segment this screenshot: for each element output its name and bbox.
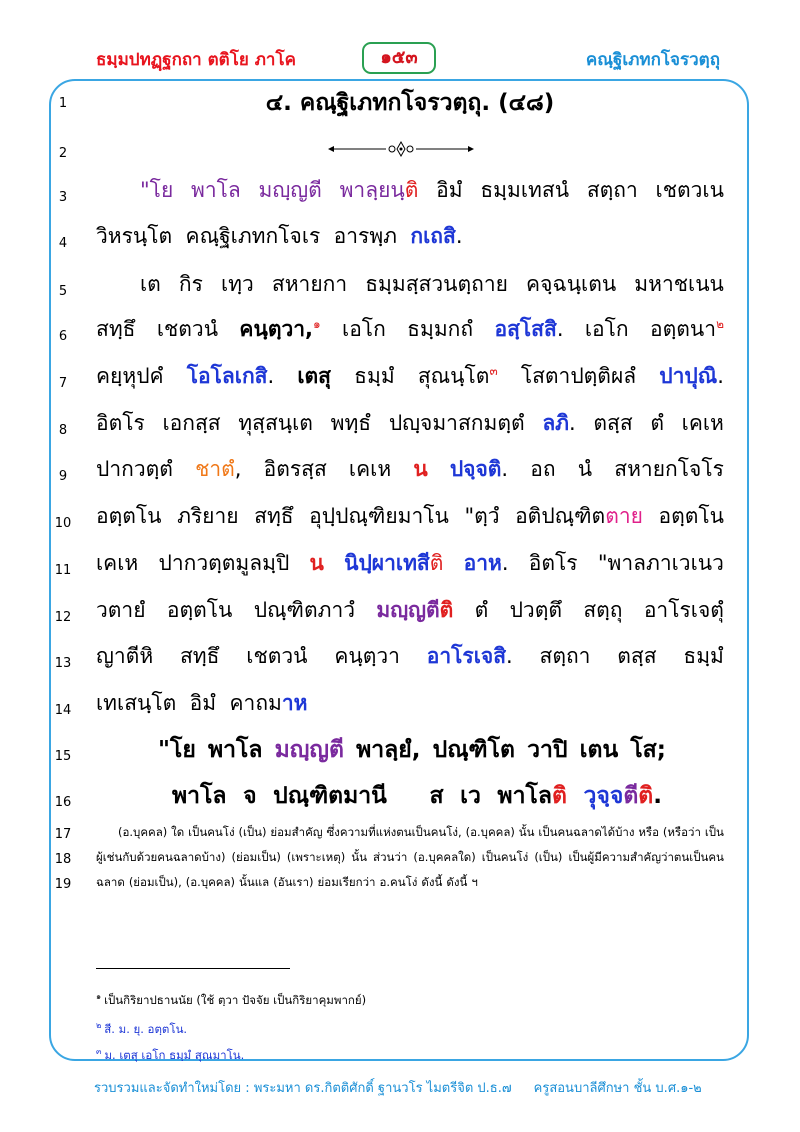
word: พาโล (191, 178, 241, 202)
text-line-4 (96, 224, 724, 249)
word: คจฺฉนฺเตน (526, 272, 617, 296)
word: พาโล (172, 783, 227, 809)
word: เอโก (584, 317, 629, 341)
word: พาลฺยํ, (356, 737, 421, 763)
line-number: 11 (54, 563, 72, 578)
verse-line-1 (158, 737, 666, 765)
word: ปณฺฑิตมานี (273, 783, 387, 809)
word: อิตโร (528, 551, 578, 575)
word: สทฺธึ (254, 504, 294, 528)
text-line-12 (96, 598, 724, 623)
word: เทฺว (220, 272, 254, 296)
word: สตฺถา (539, 644, 591, 668)
translation-line-19: ฉลาด (ย่อมเป็น), (อ.บุคคล) นั้นแล (อันเรา) ย่อมเรียกว่า อ.คนโง่ ดังนี้ ดังนี้ ฯ (96, 875, 478, 889)
line-number: 18 (54, 852, 72, 867)
word: อาห. (463, 551, 509, 575)
word: เคเห (96, 551, 139, 575)
word: ปจฺจติ. (449, 457, 509, 481)
footnote-ref: ๓ (489, 364, 498, 378)
word: อุปฺปณฺฑิยมาโน (309, 504, 449, 528)
word: อติปณฺฑิตตาย (515, 504, 643, 528)
word: พาลฺยนฺติ (339, 178, 419, 202)
line-number: 8 (58, 423, 68, 438)
word: มญฺญตี (258, 178, 322, 202)
compiler-credit: รวบรวมและจัดทำใหม่โดย : พระมหา ดร.กิตติศักดิ์ ฐานวโร ไมตรีจิต ป.ธ.๗ (94, 1081, 512, 1096)
footnote-ref: ๑ (313, 317, 321, 331)
footnote-3: $^๓$ ม. เตสุ เอโก ธมฺมํ สุณมาโน. (96, 1047, 245, 1062)
word: วตายํ (96, 598, 146, 622)
teacher-role: ครูสอนบาลีศึกษา ชั้น บ.ศ.๑-๒ (533, 1081, 702, 1096)
translation-line-17: (อ.บุคคล) ใด เป็นคนโง่ (เป็น) ย่อมสำคัญ ซึ่งความที่แห่งตนเป็นคนโง่, (อ.บุคคล) นั้น เป็นคนฉลาดได้บ้าง หรือ (หรือว่า เป็น (118, 825, 724, 839)
word: โสตาปตฺติผลํ (520, 364, 637, 388)
page-footer (94, 1077, 702, 1098)
word: อิตรสฺส (263, 457, 327, 481)
line-number: 16 (54, 795, 72, 810)
text-line-8 (96, 411, 724, 436)
ornament-divider (326, 140, 476, 158)
footnote-separator (96, 968, 290, 969)
word: โอโลเกสิ. (186, 364, 275, 388)
word: พทฺธํ (330, 411, 372, 435)
word: สุณนฺโต$^๓$ (417, 364, 498, 388)
word: จ (243, 783, 257, 809)
word: ปากวตฺตมูลมฺปิ (158, 551, 290, 575)
text-line-7 (96, 364, 724, 389)
word: เชตวเน (655, 178, 724, 202)
line-number: 3 (58, 190, 68, 205)
word: เชตวนํ (156, 317, 219, 341)
word: "โย (140, 178, 174, 202)
word: โส; (630, 737, 666, 763)
word: น (309, 551, 324, 575)
word: มญฺญตี (274, 737, 344, 763)
word: เชตวนํ (246, 644, 308, 668)
word: อาโรเจตุํ (643, 598, 724, 622)
word: ตํ (650, 411, 664, 435)
page-number-badge: ๑๕๓ (362, 42, 436, 74)
word: คนฺตฺวา (334, 644, 400, 668)
line-number: 19 (54, 877, 72, 892)
word: อตฺตโน (658, 504, 724, 528)
word: ลภิ. (542, 411, 576, 435)
text-line-6 (96, 317, 724, 342)
word: พาโลติ (497, 783, 567, 809)
word: เคเห (681, 411, 724, 435)
word: เคเห (348, 457, 392, 481)
word: ภริยาย (177, 504, 239, 528)
story-heading: ๔. คณฺฐิเภทกโจรวตฺถุ. (๔๘) (265, 90, 555, 116)
word: "พาลภาเวเนว (597, 551, 724, 575)
word: น (413, 457, 428, 481)
word: มหาชเนน (634, 272, 724, 296)
word: "โย (158, 737, 196, 763)
word: ธมฺมํ (683, 644, 724, 668)
word: ตสฺส (593, 411, 633, 435)
word: คาถมาห (229, 691, 308, 715)
word: อารพฺภ (333, 224, 398, 248)
word: ตํ (474, 598, 489, 622)
word: ปณฺฑิตภาวํ (253, 598, 356, 622)
word: พาโล (207, 737, 263, 763)
line-number: 17 (54, 827, 72, 842)
story-title-header: คณฺฐิเภทกโจรวตฺถุ (585, 50, 720, 70)
book-title: ธมฺมปทฏฺฐกถา ตติโย ภาโค (96, 50, 296, 70)
word: อสฺโสสิ. (494, 317, 564, 341)
word: อิมํ (436, 178, 463, 202)
word: ปาปุณิ. (659, 364, 724, 388)
word: สหายกโจโร (614, 457, 724, 481)
word: สตฺถุ (583, 598, 623, 622)
word: อตฺตนา$^๒$ (650, 317, 724, 341)
word: สตฺถา (586, 178, 638, 202)
word: สทฺธึ (179, 644, 220, 668)
word: สหายกา (271, 272, 348, 296)
word: อิตโร (96, 411, 145, 435)
word: ธมฺมกถํ (407, 317, 474, 341)
word: เว (460, 783, 481, 809)
word: วิหรนฺโต (96, 224, 173, 248)
footnote-ref: ๒ (716, 317, 724, 331)
word: ญาตีหิ (96, 644, 154, 668)
word: เต (140, 272, 161, 296)
text-line-13 (96, 644, 724, 669)
word: ส (429, 783, 444, 809)
line-number: 5 (58, 284, 68, 299)
translation-line-18: ผู้เช่นกับด้วยคนฉลาดบ้าง) (ย่อมเป็น) (เพราะเหตุ) นั้น ส่วนว่า (อ.บุคคลใด) เป็นคนโง่ (เป็น) เป็นผู้มีความสำคัญว่าตนเป็นคน (96, 850, 724, 864)
word: กิร (178, 272, 203, 296)
word: อตฺตโน (96, 504, 162, 528)
word: วุจฺจตีติ. (583, 783, 662, 809)
word: ชาตํ, (195, 457, 242, 481)
word: อถ (530, 457, 556, 481)
line-number: 13 (54, 656, 72, 671)
footnote-1: $^๑$ เป็นกิริยาปธานนัย (ใช้ ตฺวา ปัจจัย เป็นกิริยาคุมพากย์) (96, 992, 367, 1007)
word: อาโรเจสิ. (426, 644, 513, 668)
line-number: 12 (54, 610, 72, 625)
word: กเถสิ. (410, 224, 463, 248)
word: นํ (577, 457, 593, 481)
word: คยฺหุปคํ (96, 364, 164, 388)
word: ธมฺมสฺสวนตฺถาย (365, 272, 508, 296)
line-number: 7 (58, 376, 68, 391)
word: ตสฺส (617, 644, 657, 668)
word: เทเสนฺโต (96, 691, 177, 715)
verse-line-2 (172, 783, 662, 811)
word: วาปิ (527, 737, 568, 763)
word: ปวตฺตึ (509, 598, 562, 622)
line-number: 6 (58, 329, 68, 344)
word: นิปฺผาเทสีติ (344, 551, 444, 575)
text-line-3 (96, 178, 724, 203)
word: อิมํ (189, 691, 217, 715)
word: ทุสฺสนฺเต (238, 411, 313, 435)
footnote-2: $^๒$ สี. ม. ยุ. อตฺตโน. (96, 1021, 188, 1036)
word: เตสุ (297, 364, 331, 388)
word: ปณฺฑิโต (432, 737, 515, 763)
word: คณฺฐิเภทกโจเร (185, 224, 321, 248)
word: เอกสฺส (162, 411, 221, 435)
line-number: 2 (58, 146, 68, 161)
text-line-14 (96, 691, 724, 716)
word: สทฺธึ (96, 317, 136, 341)
word: ปญฺจมาสกมตฺตํ (388, 411, 525, 435)
word: ปากวตฺตํ (96, 457, 173, 481)
line-number: 10 (54, 516, 72, 531)
text-line-11 (96, 551, 724, 576)
word: ธมฺมํ (354, 364, 395, 388)
line-number: 4 (58, 236, 68, 251)
text-line-5 (96, 272, 724, 297)
word: อตฺตโน (166, 598, 233, 622)
text-line-9 (96, 457, 724, 482)
word: มญฺญตีติ (376, 598, 454, 622)
line-number: 1 (58, 96, 68, 111)
text-line-10 (96, 504, 724, 529)
word: "ตฺวํ (464, 504, 500, 528)
word: เอโก (342, 317, 386, 341)
word: เตน (579, 737, 619, 763)
line-number: 14 (54, 703, 72, 718)
line-number: 15 (54, 749, 72, 764)
word: คนฺตฺวา,$^๑$ (239, 317, 321, 341)
line-number: 9 (58, 469, 68, 484)
word: ธมฺมเทสนํ (480, 178, 570, 202)
